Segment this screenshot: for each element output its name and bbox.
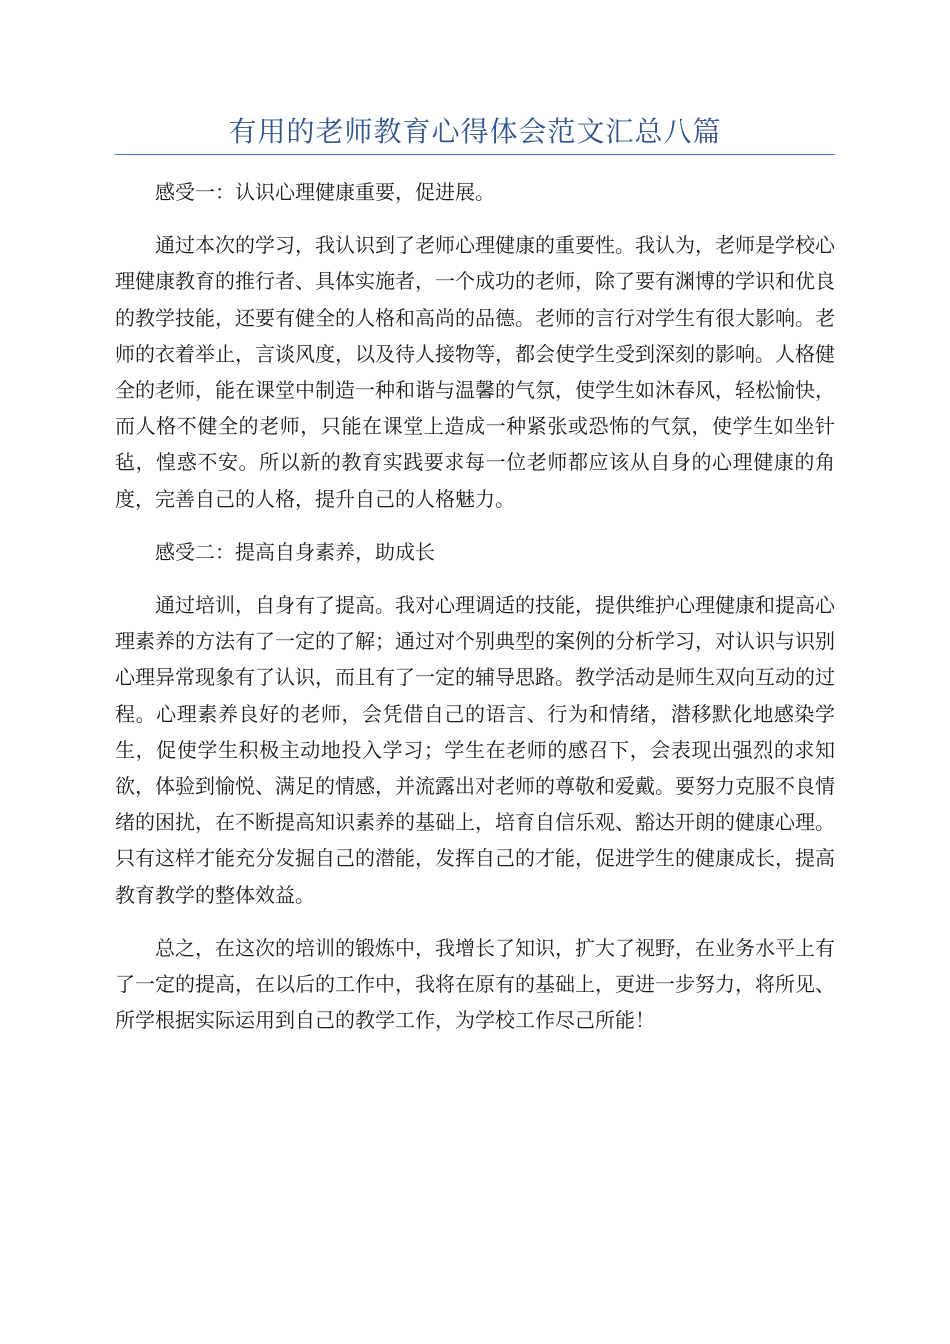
paragraph-2: 通过培训，自身有了提高。我对心理调适的技能，提供维护心理健康和提高心理素养的方法有了一定的了解；通过对个别典型的案例的分析学习，对认识与识别心理异常现象有了认识，而且有了一定的辅导思路。教学活动是师生双向互动的过程。心理素养良好的老师，会凭借自己的语言、行为和情绪，潜移默化地感染学生，促使学生积极主动地投入学习；学生在老师的感召下，会表现出强烈的求知欲，体验到愉悦、满足的情感，并流露出对老师的尊敬和爱戴。要努力克服不良情绪的困扰，在不断提高知识素养的基础上，培育自信乐观、豁达开朗的健康心理。只有这样才能充分发掘自己的潜能，发挥自己的才能，促进学生的健康成长，提高教育教学的整体效益。 (115, 593, 835, 907)
paragraph-conclusion: 总之，在这次的培训的锻炼中，我增长了知识，扩大了视野，在业务水平上有了一定的提高，在以后的工作中，我将在原有的基础上，更进一步努力，将所见、所学根据实际运用到自己的教学工作，为学校工作尽己所能！ (115, 935, 835, 1033)
paragraph-1: 通过本次的学习，我认识到了老师心理健康的重要性。我认为，老师是学校心理健康教育的推行者、具体实施者，一个成功的老师，除了要有渊博的学识和优良的教学技能，还要有健全的人格和高尚的品德。老师的言行对学生有很大影响。老师的衣着举止，言谈风度，以及待人接物等，都会使学生受到深刻的影响。人格健全的老师，能在课堂中制造一种和谐与温馨的气氛，使学生如沐春风，轻松愉快，而人格不健全的老师，只能在课堂上造成一种紧张或恐怖的气氛，使学生如坐针毡，惶惑不安。所以新的教育实践要求每一位老师都应该从自身的心理健康的角度，完善自己的人格，提升自己的人格魅力。 (115, 233, 835, 511)
title-underline (115, 154, 835, 155)
document-title: 有用的老师教育心得体会范文汇总八篇 (228, 115, 722, 148)
document-body (115, 174, 835, 1055)
section-heading-1: 感受一：认识心理健康重要，促进展。 (155, 180, 495, 204)
section-heading-2: 感受二：提高自身素养，助成长 (155, 539, 435, 564)
